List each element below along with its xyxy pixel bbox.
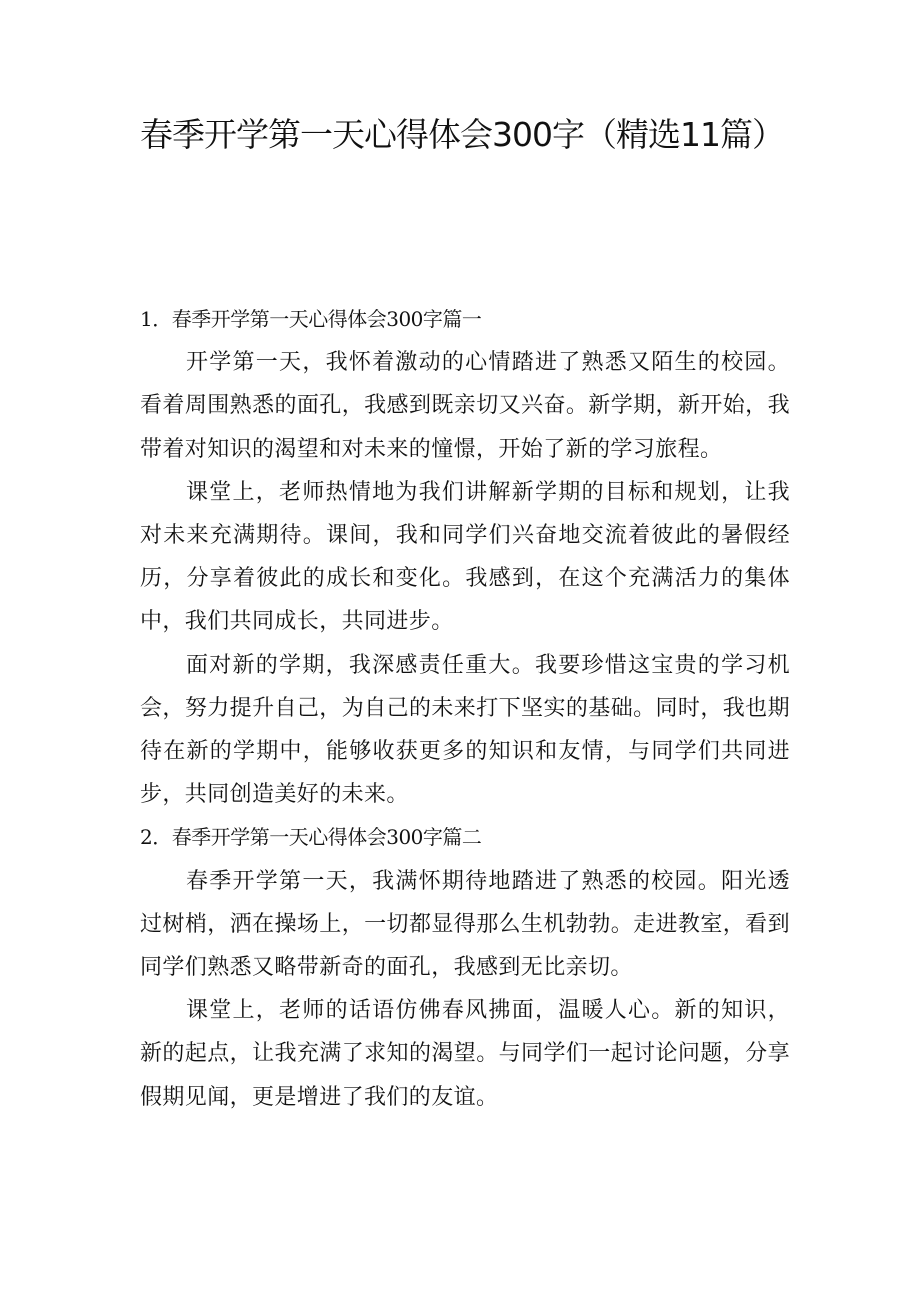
paragraph: 课堂上，老师热情地为我们讲解新学期的目标和规划，让我对未来充满期待。课间，我和同学们兴奋地交流着彼此的暑假经历，分享着彼此的成长和变化。我感到，在这个充满活力的集体中，我们共同成长，共同进步。	[140, 479, 790, 635]
section-1	[140, 298, 790, 816]
paragraph: 开学第一天，我怀着激动的心情踏进了熟悉又陌生的校园。看着周围熟悉的面孔，我感到既亲切又兴奋。新学期，新开始，我带着对知识的渴望和对未来的憧憬，开始了新的学习旅程。	[140, 350, 790, 462]
section-heading: 1．春季开学第一天心得体会300字篇一	[140, 307, 482, 331]
document-body	[140, 298, 790, 1119]
paragraph: 课堂上，老师的话语仿佛春风拂面，温暖人心。新的知识，新的起点，让我充满了求知的渴望。与同学们一起讨论问题，分享假期见闻，更是增进了我们的友谊。	[140, 998, 790, 1110]
document-title: 春季开学第一天心得体会300字（精选11篇）	[140, 115, 784, 154]
section-2	[140, 816, 790, 1118]
paragraph: 春季开学第一天，我满怀期待地踏进了熟悉的校园。阳光透过树梢，洒在操场上，一切都显得那么生机勃勃。走进教室，看到同学们熟悉又略带新奇的面孔，我感到无比亲切。	[140, 868, 790, 981]
paragraph: 面对新的学期，我深感责任重大。我要珍惜这宝贵的学习机会，努力提升自己，为自己的未来打下坚实的基础。同时，我也期待在新的学期中，能够收获更多的知识和友情，与同学们共同进步，共同创造美好的未来。	[140, 652, 790, 808]
section-heading: 2．春季开学第一天心得体会300字篇二	[140, 825, 482, 850]
